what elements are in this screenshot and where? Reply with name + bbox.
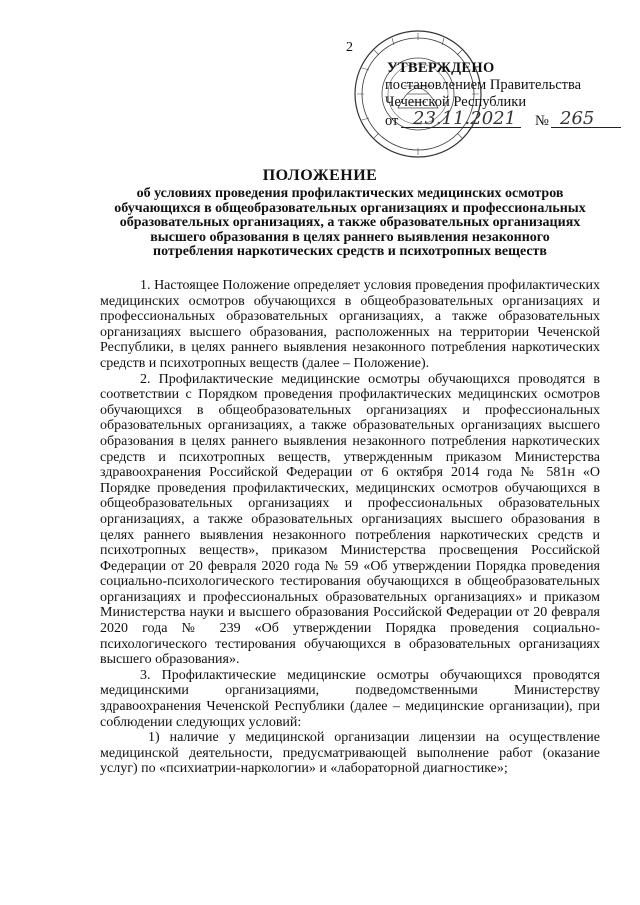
document-title: ПОЛОЖЕНИЕ (262, 167, 378, 184)
paragraph-3-1: 1) наличие у медицинской организации лицензии на осуществление медицинской деятельности, предусматривающей выполнение работ (оказание услуг) по «психиатрии-наркологии» и «лабораторной диагностике»; (100, 730, 600, 777)
paragraph-2: 2. Профилактические медицинские осмотры обучающихся проводятся в соответствии с Порядком проведения профилактических медицинских осмотров обучающихся в общеобразовательных организациях и профессиональных образовательных организациях, а также образовательных организациях высшего образования в целях раннего выявления незаконного потребления наркотических средств и психотропных веществ, утвержденным приказом Министерства здравоохранения Российской Федерации от 6 октября 2014 года № 581н «О Порядке проведения профилактических, медицинских осмотров обучающихся в общеобразовательных организациях и профессиональных образовательных организациях, а также образовательных организациях высшего образования в целях раннего выявления незаконного потребления наркотических средств и психотропных веществ», приказом Министерства просвещения Российской Федерации от 20 февраля 2020 года № 59 «Об утверждении Порядка проведения социально-психологического тестирования обучающихся в общеобразовательных организациях и профессиональных образовательных организациях» и приказом Министерства науки и высшего образования Российской Федерации от 20 февраля 2020 года № 239 «Об утверждении Порядка проведения социально-психологического тестирования обучающихся в образовательных организациях высшего образования». (100, 371, 600, 668)
handwritten-number: 265 (560, 108, 595, 129)
approval-line-2: Чеченской Республики (385, 94, 527, 110)
number-sign: № (535, 113, 549, 129)
handwritten-date: 23.11.2021 (413, 108, 517, 129)
approval-date-line (385, 108, 630, 135)
from-prefix: от (385, 113, 399, 129)
paragraph-3: 3. Профилактические медицинские осмотры обучающихся проводятся медицинскими организациями, подведомственными Министерству здравоохранения Чеченской Республики (далее – медицинские организации), при соблюдении следующих условий: (100, 667, 600, 730)
page-number: 2 (346, 40, 353, 55)
approval-block (385, 60, 630, 135)
document-subtitle: об условиях проведения профилактических медицинских осмотров обучающихся в общеобразовательных организациях и профессиональных образовательных организациях, а также образовательных организациях высшего образования в целях раннего выявления незаконного потребления наркотических средств и психотропных веществ (114, 186, 586, 259)
paragraph-1: 1. Настоящее Положение определяет условия проведения профилактических медицинских осмотров обучающихся в общеобразовательных организациях и профессиональных образовательных организациях, а также образовательных организациях высшего образования, расположенных на территории Чеченской Республики, в целях раннего выявления незаконного потребления наркотических средств и психотропных веществ (далее – Положение). (100, 278, 600, 371)
document-body (100, 278, 600, 777)
approval-line-1: постановлением Правительства (385, 77, 582, 93)
approved-label: УТВЕРЖДЕНО (387, 60, 495, 76)
